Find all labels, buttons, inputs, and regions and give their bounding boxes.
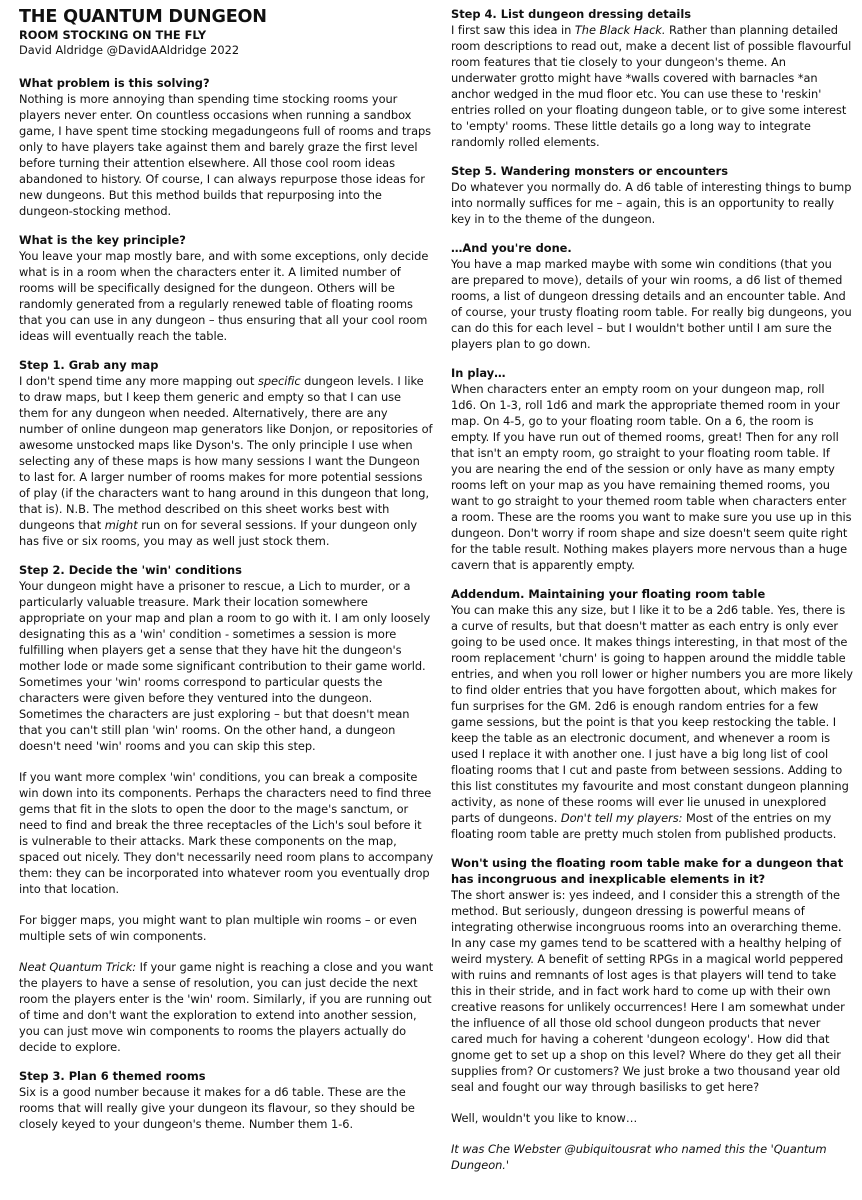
section-step3 [19, 1068, 434, 1132]
section-step2 [19, 562, 434, 1055]
section-step4 [451, 6, 853, 150]
section-body [451, 602, 853, 842]
section-body: Do whatever you normally do. A d6 table of interesting things to bump into normally suffices for me – again, this is an opportunity to really key in to the theme of the dungeon. [451, 180, 852, 226]
text-run: dungeon levels. I like to draw maps, but I keep them generic and empty so that I can use them for any dungeon when needed. Alternatively, there are any number of online dungeon map generators like Donjon, or repositories of awesome unstocked maps like Dyson's. The only principle I use when selecting any of these maps is how many sessions I want the Dungeon to last for. A larger number of rooms makes for more potential sessions of play (if the characters want to hang around in this dungeon that long, that is). N.B. The method described on this sheet works best with dungeons that [19, 374, 433, 532]
section-done [451, 240, 853, 352]
section-heading: Step 1. Grab any map [19, 358, 159, 372]
text-run: run on for several sessions. If your dungeon only has five or six rooms, you may as well just stock them. [19, 518, 418, 548]
section-paragraph: If you want more complex 'win' conditions, you can break a composite win down into its components. Perhaps the characters need to find three gems that fit in the slots to open the door to the mage's sanctum, or need to find and break the three receptacles of the Lich's soul before it is vulnerable to their attacks. Mark these components on the map, spaced out nicely. They don't necessarily need room plans to accompany them: they can be incorporated into whatever room you eventually drop into that location. [19, 770, 434, 896]
section-heading: What problem is this solving? [19, 76, 210, 90]
section-heading: Step 5. Wandering monsters or encounters [451, 164, 729, 178]
section-body: When characters enter an empty room on your dungeon map, roll 1d6. On 1-3, roll 1d6 and mark the appropriate themed room in your map. On 4-5, go to your floating room table. On a 6, the room is empty. If you have run out of themed rooms, great! Then for any roll that isn't an empty room, go straight to your floating room table. If you are nearing the end of the session or only have as many empty rooms left on your map as you have remaining themed rooms, you want to go straight to your themed room table when characters enter a room. These are the rooms you want to make sure you use up in this dungeon. Don't worry if room shape and size doesn't seem quite right for the table result. Nothing makes players more nervous than a huge cavern that is apparently empty. [451, 382, 852, 572]
text-run: Most of the entries on my floating room table are pretty much stolen from published products. [451, 811, 837, 841]
section-body: Six is a good number because it makes for a d6 table. These are the rooms that will really give your dungeon its flavour, so they should be closely keyed to your dungeon's theme. Number them 1-6. [19, 1085, 415, 1131]
section-in-play [451, 365, 853, 573]
section-body: You leave your map mostly bare, and with some exceptions, only decide what is in a room when the characters enter it. A limited number of rooms will be specifically designed for the dungeon. Others will be randomly generated from a regularly renewed table of floating rooms that you can use in any dungeon – thus ensuring that all your cool room ideas will eventually reach the table. [19, 249, 429, 343]
section-paragraph: Well, wouldn't you like to know… [451, 1111, 638, 1125]
section-heading: In play… [451, 366, 506, 380]
text-run: You can make this any size, but I like it to be a 2d6 table. Yes, there is a curve of results, but that doesn't matter as each entry is only ever going to be used once. It makes things interesting, in that most of the room replacement 'churn' is going to happen around the middle table entries, and when you roll lower or higher numbers you are more likely to find older entries that you have forgotten about, which makes for fun surprises for the GM. 2d6 is enough random entries for a few game sessions, but the point is that you keep restocking the table. I keep the table as an electronic document, and whenever a room is used I replace it with another one. I just have a big long list of cool floating rooms that I cut and paste from between sessions. Adding to this list constitutes my favourite and most constant dungeon planning activity, as none of these rooms will ever lie unused in unexplored parts of dungeons. [451, 603, 853, 825]
text-run: If your game night is reaching a close and you want the players to have a sense of resolution, you can just decide the next room the players enter is the 'win' room. Similarly, if you are running out of time and don't want the exploration to extend into another session, you can just move win components to rooms the players actually do decide to explore. [19, 960, 434, 1054]
section-heading: Step 4. List dungeon dressing details [451, 7, 692, 21]
credit-note: It was Che Webster @ubiquitousrat who named this the 'Quantum Dungeon.' [451, 1142, 827, 1172]
text-run: Rather than planning detailed room descriptions to read out, make a decent list of possible flavourful room features that tie closely to your dungeon's theme. An underwater grotto might have *walls covered with barnacles *an anchor wedged in the mud floor etc. You can use these to 'reskin' entries rolled on your floating dungeon table, or to give some interest to 'empty' rooms. These little details go a long way to integrate randomly rolled elements. [451, 23, 852, 149]
section-principle [19, 232, 434, 344]
section-step5 [451, 163, 853, 227]
section-step1 [19, 357, 434, 549]
section-faq [451, 855, 853, 1173]
section-body: You have a map marked maybe with some win conditions (that you are prepared to move), details of your win rooms, a d6 list of themed rooms, a list of dungeon dressing details and an encounter table. And of course, your trusty floating room table. For really big dungeons, you can do this for each level – but I wouldn't bother until I am sure the players plan to go down. [451, 257, 852, 351]
section-paragraph: For bigger maps, you might want to plan multiple win rooms – or even multiple sets of win components. [19, 913, 417, 943]
section-problem [19, 75, 434, 219]
section-heading: What is the key principle? [19, 233, 186, 247]
section-paragraph: The short answer is: yes indeed, and I consider this a strength of the method. But seriously, dungeon dressing is powerful means of integrating otherwise incongruous rooms into an overarching theme. In any case my games tend to be scattered with a healthy helping of weird mystery. A benefit of setting RPGs in a magical world peppered with ruins and remnants of lost ages is that players will tend to take this in their stride, and in fact work hard to come up with their own creative reasons for unlikely occurrences! Here I am somewhat under the influence of all those old school dungeon products that never cared much for having a coherent 'dungeon ecology'. How did that gnome get to set up a shop on this level? Where do they get all their supplies from? Or customers? We just broke a two thousand year old seal and fought our way through basilisks to get here? [451, 888, 845, 1094]
section-heading: Step 3. Plan 6 themed rooms [19, 1069, 206, 1083]
section-body: Nothing is more annoying than spending time stocking rooms your players never enter. On countless occasions when running a sandbox game, I have spent time stocking megadungeons full of rooms and traps only to have players take against them and barely graze the first level before turning their attention elsewhere. All those cool room ideas abandoned to history. Of course, I can always repurpose those ideas for new dungeons. But this method builds that repurposing into the dungeon-stocking method. [19, 92, 432, 218]
section-heading: …And you're done. [451, 241, 572, 255]
section-paragraph [19, 959, 434, 1055]
emphasis-text: Neat Quantum Trick: [19, 960, 137, 974]
section-heading: Step 2. Decide the 'win' conditions [19, 563, 242, 577]
emphasis-text: The Black Hack. [574, 23, 666, 37]
document-author: David Aldridge @DavidAAldridge 2022 [19, 43, 240, 57]
section-body [451, 22, 853, 150]
emphasis-text: Don't tell my players: [560, 811, 683, 825]
right-column [451, 6, 853, 1186]
section-paragraph: Your dungeon might have a prisoner to rescue, a Lich to murder, or a particularly valuable treasure. Mark their location somewhere appropriate on your map and plan a room to go with it. I am only loosely designating this as a 'win' condition - sometimes a session is more fulfilling when players get a sense that they have hit the dungeon's mother lode or made some significant contribution to their game world. Sometimes your 'win' rooms correspond to particular quests the characters were given before they ventured into the dungeon. Sometimes the characters are just exploring – but that doesn't mean that you can't still plan 'win' rooms. On the other hand, a dungeon doesn't need 'win' rooms and you can skip this step. [19, 579, 431, 753]
emphasis-text: specific [257, 374, 301, 388]
text-run: I don't spend time any more mapping out [19, 374, 258, 388]
section-heading: Won't using the floating room table make for a dungeon that has incongruous and inexplicable elements in it? [451, 856, 844, 886]
document-subtitle: ROOM STOCKING ON THE FLY [19, 28, 207, 42]
text-run: I first saw this idea in [451, 23, 575, 37]
emphasis-text: might [104, 518, 138, 532]
section-heading: Addendum. Maintaining your floating room table [451, 587, 766, 601]
left-column [19, 6, 434, 1145]
section-addendum [451, 586, 853, 842]
document-title: THE QUANTUM DUNGEON [19, 7, 267, 27]
section-body [19, 373, 434, 549]
